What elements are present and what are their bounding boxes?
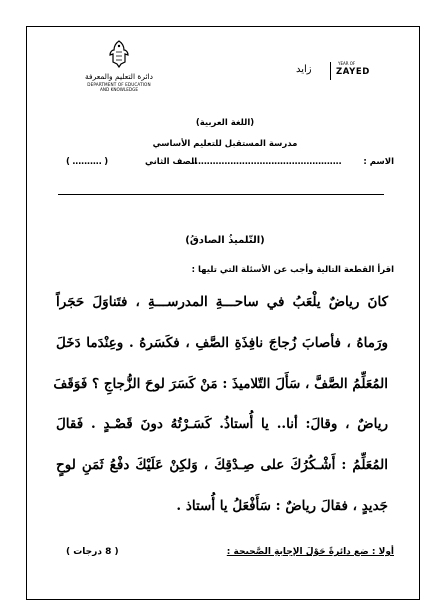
falcon-emblem-icon xyxy=(108,40,130,68)
header-divider xyxy=(58,194,384,195)
zayed-logo-year-of: YEAR OF xyxy=(338,61,356,66)
story-line: المُعَلِّمُ الصَّفَّ ، سَأَلَ التّلاميذَ : مَنْ كَسَرَ لوحَ الزُّجاجِ ؟ فَوَقَفَ xyxy=(53,376,388,392)
question-one-heading: أولا : ضع دائرةً حَوْلَ الإجابةِ الصَّحيحة : xyxy=(226,547,394,557)
story-line: كانَ رياضٌ يلْعَبُ في ساحـــةِ المدرســـةِ ، فتَناوَلَ حَجَراً xyxy=(56,294,388,310)
department-name-ar: دائرة التعليم والمعرفة xyxy=(84,72,154,81)
story-line: رياضٌ ، وقالَ: أنا.. يا أُستاذُ. كَسَـرْتُهُ دونَ قَصْـدٍ . فَقالَ xyxy=(56,416,388,432)
department-name-en-2: AND KNOWLEDGE xyxy=(100,87,138,92)
zayed-logo-divider xyxy=(330,62,331,80)
story-line: جَديدٍ ، فقالَ رياضٌ : سَأَفْعَلُ يا أُستاذ . xyxy=(176,498,388,514)
zayed-logo-en: ZAYED xyxy=(336,67,370,77)
subject-title: (اللغة العربية) xyxy=(195,118,255,128)
name-label: الاسم : xyxy=(363,157,394,167)
grade-field[interactable]: ( .......... ) xyxy=(66,157,108,167)
story-line: ورَماهُ ، فأصابَ زُجاجَ نافِذَةِ الصَّفِ ، فكَسَرهُ . وعِنْدَما دَخَلَ xyxy=(56,335,388,351)
department-name-en: DEPARTMENT OF EDUCATION xyxy=(87,82,151,87)
story-line: المُعَلِّمُ : أَشْـكُرُكَ على صِـدْقِكَ ، وَلكِنْ عَلَيْكَ دفْعُ ثَمَنِ لوحٍ xyxy=(56,457,388,473)
school-name: مدرسة المستقبل للتعليم الأساسي xyxy=(152,139,298,149)
grade-label: الصف الثاني xyxy=(145,157,198,167)
question-marks: ( 8 درجات ) xyxy=(66,547,119,557)
reading-instruction: اقرأ القطعة التالية وأجب عن الأسئلة التي تليها : xyxy=(191,265,394,275)
name-field[interactable]: ................................................... xyxy=(192,157,342,167)
zayed-logo-ar: زايد xyxy=(296,64,312,75)
story-title: (التّلميذُ الصادقُ) xyxy=(185,235,265,246)
